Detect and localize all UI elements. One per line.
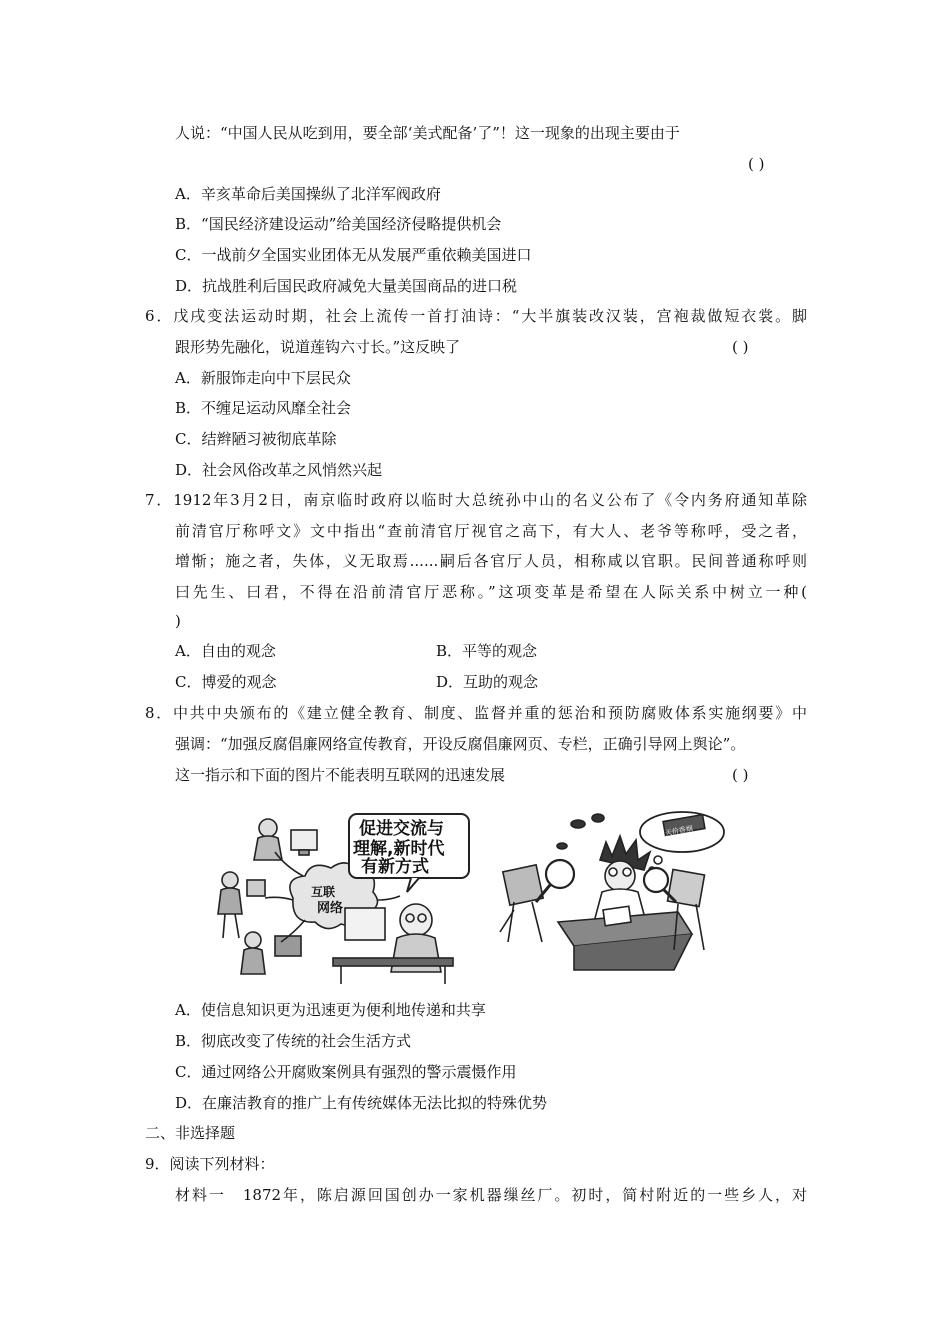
- q7-stem-line1: 7．1912年3月2日，南京临时政府以临时大总统孙中山的名义公布了《令内务府通知革除: [145, 491, 807, 509]
- cartoon1-bubble-line2: 理解,新时代: [353, 839, 445, 859]
- section-title-non-choice: 二、非选择题: [145, 1124, 236, 1142]
- q5-stem-tail: 人说：“中国人民从吃到用，要全部‘美式配备’了”！这一现象的出现主要由于: [175, 124, 680, 142]
- q7-stem-line2: 前清官厅称呼文》文中指出“查前清官厅视官之高下，有大人、老爷等称呼，受之者，: [175, 522, 807, 540]
- q6-option-b: B．不缠足运动风靡全社会: [175, 399, 352, 417]
- cartoon1-bubble-line1: 促进交流与: [359, 819, 444, 839]
- q5-option-d: D．抗战胜利后国民政府减免大量美国商品的进口税: [175, 277, 518, 295]
- cartoon-internet-communication: [213, 808, 475, 986]
- q5-option-c: C．一战前夕全国实业团体无从发展严重依赖美国进口: [175, 246, 532, 264]
- q6-answer-paren: ( ): [732, 338, 749, 356]
- q9-stem-line1: 9．阅读下列材料：: [145, 1155, 275, 1173]
- q6-option-a: A．新服饰走向中下层民众: [175, 369, 351, 387]
- q8-option-d: D．在廉洁教育的推广上有传统媒体无法比拟的特殊优势: [175, 1094, 548, 1112]
- cartoon1-bubble-line3: 有新方式: [361, 857, 429, 877]
- cartoon1-cloud-label2: 网络: [317, 901, 344, 916]
- q7-stem-line3: 增惭；施之者，失体，义无取焉......嗣后各官厅人员，相称咸以官职。民间普通称呼则: [175, 552, 807, 570]
- q7-stem-line4: 曰先生、曰君，不得在沿前清官厅恶称。”这项变革是希望在人际关系中树立一种(: [175, 583, 807, 601]
- q8-option-b: B．彻底改变了传统的社会生活方式: [175, 1032, 412, 1050]
- q7-option-d: D．互助的观念: [436, 673, 539, 691]
- q8-stem-line2: 强调：“加强反腐倡廉网络宣传教育，开设反腐倡廉网页、专栏，正确引导网上舆论”。: [175, 735, 746, 753]
- q8-stem-line3: 这一指示和下面的图片不能表明互联网的迅速发展: [175, 766, 506, 784]
- q6-option-c: C．结辫陋习被彻底革除: [175, 430, 337, 448]
- q8-answer-paren: ( ): [732, 766, 749, 784]
- q6-stem-line2: 跟形势先融化，说道莲钩六寸长。”这反映了: [175, 338, 461, 356]
- cartoon1-cloud-label1: 互联: [311, 885, 336, 899]
- q5-option-b: B．“国民经济建设运动”给美国经济侵略提供机会: [175, 215, 502, 233]
- q9-material-one: 材料一 1872年，陈启源回国创办一家机器缫丝厂。初时，简村附近的一些乡人，对: [175, 1186, 807, 1204]
- q5-answer-paren: ( ): [748, 155, 765, 173]
- q6-stem-line1: 6．戊戌变法运动时期，社会上流传一首打油诗：“大半旗装改汉装，宫袍裁做短衣裳。脚: [145, 307, 807, 325]
- q5-option-a: A．辛亥革命后美国操纵了北洋军阀政府: [175, 185, 441, 203]
- cartoon-anti-corruption: [492, 810, 732, 984]
- q8-stem-line1: 8．中共中央颁布的《建立健全教育、制度、监督并重的惩治和预防腐败体系实施纲要》中: [145, 704, 807, 722]
- q7-stem-line5: ): [175, 612, 181, 630]
- q6-option-d: D．社会风俗改革之风悄然兴起: [175, 461, 383, 479]
- q8-option-c: C．通过网络公开腐败案例具有强烈的警示震慑作用: [175, 1063, 517, 1081]
- cartoon2-board-text: 天价香烟: [664, 824, 694, 838]
- cartoon-internet-svg: [213, 808, 475, 986]
- q8-option-a: A．使信息知识更为迅速更为便利地传递和共享: [175, 1001, 486, 1019]
- q7-option-b: B．平等的观念: [436, 642, 538, 660]
- q7-option-a: A．自由的观念: [175, 642, 276, 660]
- q7-option-c: C．博爱的观念: [175, 673, 277, 691]
- cartoon-anti-corruption-svg: [492, 810, 732, 984]
